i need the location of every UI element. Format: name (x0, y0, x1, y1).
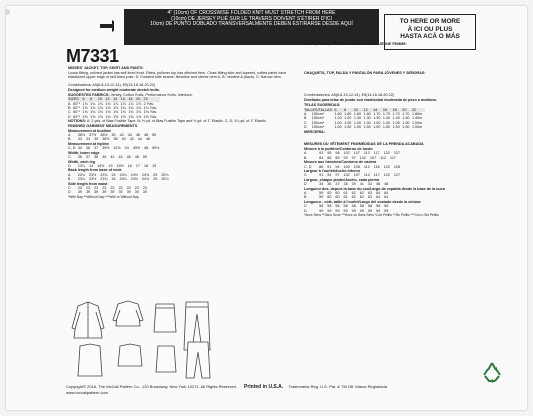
spanish-designed: Diseñado para telas de punto con elasticidad moderada de peso a mediano. (304, 98, 437, 103)
spanish-nap-note: *Avec Sens **Sans Sens ***Avec ou Sans Sens *Con Pelillo **Sin Pelillo ***Con o Sin Pelillo (304, 213, 439, 218)
table-cell: 1.20 (344, 116, 352, 121)
size-header: 10 (97, 97, 102, 102)
skirt-sketch (154, 304, 176, 332)
table-cell: 1⅝ (90, 114, 96, 119)
english-column (68, 66, 298, 199)
skirt-back-sketch (156, 346, 176, 372)
table-cell: 1⅝ (105, 106, 111, 111)
measurement-label: Longueur dos, depuis la base du cou/Largo de espalda desde la base de la nuca (304, 186, 445, 191)
table-cell: 1.40 (392, 116, 400, 121)
english-combinations: Combinations: A5(6-8-10-12-14), E5(14-16-18-20-22) (68, 83, 156, 88)
stretch-line: 10cm) DE PUNTO DOBLADO TRANSVERSALMENTE DEBEN ESTIRARSE DESDE AQUÍ (150, 21, 353, 28)
table-cell: 60"* (73, 110, 81, 115)
table-cell: 1.00 (344, 120, 352, 125)
table-cell: 1⅝ (82, 106, 88, 111)
table-cell: 1.50 (334, 125, 342, 130)
table-cell: 1.70 (373, 111, 381, 116)
measurement-values: 13¼ 14 14½ 15 15½ 16 17 18 19 (77, 163, 157, 168)
trademark: Trademarks Reg. U.S. Pat. & TM Off. Marca Registrada (288, 384, 387, 389)
measurement-label: D (68, 163, 71, 168)
measurement-label: A (68, 133, 71, 138)
measurement-label: A (304, 191, 307, 196)
measurement-values: 23¼ 23½ 23¾ 24 24¼ 24½ 24¾ 25 25¼ (77, 177, 169, 182)
table-cell: 1¾ (90, 101, 96, 106)
table-cell: 1.70 (402, 111, 410, 116)
table-cell: B (68, 106, 71, 111)
table-cell: 1⅝ (136, 114, 142, 119)
table-cell: 1⅝ (97, 106, 103, 111)
table-cell: 1.00 (382, 120, 391, 125)
table-cell: 150cm* (311, 125, 325, 130)
measurement-values: 39 39 39 39 39 39 39 39 39 (77, 190, 147, 195)
table-cell: 1.60 (334, 111, 342, 116)
table-cell: 1⅛ (120, 110, 126, 115)
table-cell: 1⅛ (97, 110, 103, 115)
measurement-label: A (68, 172, 71, 177)
measurement-label: C (304, 173, 307, 178)
table-cell: 1.40m (411, 116, 423, 121)
table-cell: 1⅝ (128, 114, 134, 119)
table-cell: 1¾ (105, 101, 111, 106)
table-cell: 1.50 (373, 125, 381, 130)
measurement-values: 34 36 37 38 39 41 43 46 48 (319, 182, 389, 187)
measurement-label: B (68, 177, 71, 182)
footer (66, 384, 387, 395)
to-here-line: HASTA ACÁ O MÁS (400, 33, 460, 41)
fabrics-text: Jersey, Cotton Knits, Performance Knits, Interlock. (110, 92, 193, 97)
size-header: 12 (105, 97, 110, 102)
size-header: 16 (382, 107, 387, 112)
size-header: 8 (90, 97, 93, 102)
table-cell: 1⅝ (120, 114, 126, 119)
table-cell: 1¾ (82, 101, 88, 106)
measurement-row (68, 177, 171, 181)
measurement-label: A (304, 151, 307, 156)
measurement-label: Mesure à la poitrine/Contorno de busto (304, 146, 373, 151)
table-cell: 1⅛ (90, 110, 96, 115)
to-here-line: TO HERE OR MORE (399, 18, 461, 25)
table-cell: C (68, 110, 71, 115)
measurement-label: C (68, 155, 71, 160)
talles-label: TALLES/TALLAS (304, 107, 332, 112)
table-cell: 1⅞ (113, 101, 119, 106)
table-cell: 1.00m (411, 120, 423, 125)
table-cell: 1⅛ (128, 110, 134, 115)
website: www.mccallpattern.com (66, 390, 109, 395)
measurement-label: Side length from waist (68, 181, 108, 186)
table-cell: 2 Yds. (143, 101, 155, 106)
table-cell: C (304, 120, 307, 125)
table-cell: 1.60 (344, 111, 352, 116)
measurement-label: Measurement at bustline (68, 128, 112, 133)
table-cell: 1.20 (334, 116, 342, 121)
table-cell: 1.00 (373, 120, 381, 125)
table-cell: 1⅞ (128, 101, 134, 106)
size-header: 10 (353, 107, 358, 112)
table-cell: 1.50 (363, 125, 371, 130)
size-header: 22 (411, 107, 417, 112)
table-cell: 1.50 (344, 125, 352, 130)
corner-punch (6, 9, 10, 15)
finished-measurements-heading: FINISHED GARMENT MEASUREMENTS (68, 123, 138, 128)
table-cell: 60"* (73, 114, 81, 119)
measurement-values: 36 37 38 40 42 44 46 48 50 (77, 155, 147, 160)
measurement-label: C, D (304, 164, 312, 169)
size-header: 20 (402, 107, 407, 112)
table-cell: 1.50 (382, 125, 391, 130)
copyright: Copyright© 2016, The McCall Pattern Co., 120 Broadway, New York 10271. All Rights Reserved. (66, 384, 237, 389)
measurement-label: B (304, 195, 307, 200)
arrow-icon (100, 9, 114, 43)
table-cell: 1.50 (353, 125, 362, 130)
size-header: 16 (120, 97, 125, 102)
measurement-values: 93 95 98 102 107 112 117 122 127 (319, 151, 401, 156)
table-cell: 60"* (73, 106, 81, 111)
measurement-label: D (68, 190, 71, 195)
table-cell: 1.00 (392, 120, 400, 125)
top-back-sketch (118, 344, 142, 366)
measurement-values: 99 99 99 99 99 99 99 99 99 (319, 208, 389, 213)
measurement-values: 91 94 97 102 107 112 117 122 127 (319, 173, 401, 178)
table-cell: A (304, 111, 307, 116)
fabrics-label: SUGGESTED FABRICS: (68, 92, 110, 97)
table-cell: 1.00 (334, 120, 342, 125)
table-cell: 1⅛ (105, 110, 111, 115)
recycle-icon (480, 360, 504, 384)
table-cell: 1⅝ (82, 114, 88, 119)
measurement-values: 84 86 89 93 97 102 107 112 117 (319, 155, 396, 160)
table-cell: 1⅛ (113, 110, 119, 115)
table-cell: B (304, 116, 307, 121)
spanish-fabrics-label: TELAS SUGERIDAS: (304, 102, 341, 107)
table-cell: D (68, 114, 71, 119)
table-cell: 1⅝ (105, 114, 111, 119)
stretch-line: (10cm) DE JERSEY PLIÉ SUR LE TRAVERS DOIVENT S'ÉTIRER D'ICI (171, 15, 332, 22)
table-cell: 150cm* (311, 116, 325, 121)
measurement-label: Largeur, chaque jambe/Ancho, cada pierna (304, 177, 380, 182)
measurement-values: 59 60 60 61 62 62 63 64 64 (319, 195, 389, 200)
measurement-label: Mesure aux hanches/Contorno de cadera (304, 160, 377, 165)
measurement-label: C, D (68, 146, 76, 151)
table-cell: 1.00 (353, 120, 362, 125)
finished-measurements-table (68, 129, 171, 195)
table-cell: 1.40 (402, 116, 410, 121)
measurement-label: Width, lower edge (68, 150, 100, 155)
measurement-values: 23¼ 23½ 23¾ 24 24¼ 24½ 24¾ 25 25¼ (77, 172, 169, 177)
table-row (304, 125, 425, 129)
table-cell: 150cm* (311, 111, 325, 116)
table-cell: A (68, 101, 71, 106)
table-cell: 1⅛ Yds. (143, 110, 158, 115)
table-cell: 1.60 (363, 111, 371, 116)
measurement-label: B (304, 155, 307, 160)
table-cell: 1.50 (402, 125, 410, 130)
table-cell: 1⅛ (82, 110, 88, 115)
french-title: VESTE, HAUT, JUPE ET PANTALON POUR JEUNE FEMME: (304, 42, 407, 46)
table-cell: 1.30 (353, 116, 362, 121)
french-spanish-column (304, 42, 520, 218)
pants-back-sketch (186, 342, 210, 378)
metric-measures-heading: MESURES DU VÊTEMENT FINI/MEDIDAS DE LA PRENDA ACABADA (304, 142, 424, 147)
table-cell: 1¾ (128, 106, 134, 111)
size-header: 20 (136, 97, 141, 102)
yardage-table (68, 97, 160, 119)
stretch-gauge-banner (124, 9, 379, 45)
table-cell: 1.50m (411, 125, 423, 130)
measurement-label: D (304, 208, 307, 213)
notions-label: NOTIONS: (68, 119, 87, 124)
garment-line-drawings (70, 298, 240, 380)
pattern-envelope-back (6, 6, 527, 410)
table-cell: 1¾ (120, 106, 126, 111)
size-header: 6 (334, 107, 337, 112)
size-header: 18 (128, 97, 133, 102)
table-cell: 1.30 (363, 116, 371, 121)
table-cell: 1⅝ (97, 114, 103, 119)
table-cell: 1.00 (402, 120, 410, 125)
table-cell: 1⅝ (90, 106, 96, 111)
table-cell: 1.50 (392, 125, 400, 130)
table-cell: 1⅝ (113, 114, 119, 119)
spanish-title: CHAQUETA, TOP, FALDA Y PANTALÓN PARA JÓVENES Y SEÑORAS: (304, 70, 426, 75)
spanish-combinations: Combinaciones: A5(6-8-10-12-14), E5(14-16-18-20-22) (304, 93, 394, 98)
jacket-sketch (72, 302, 104, 338)
sizes-label: SIZES (68, 97, 79, 102)
table-cell: 1⅞ (120, 101, 126, 106)
table-cell: 1¾ (97, 101, 103, 106)
table-cell: 1.60 (353, 111, 362, 116)
measurement-values: 86 91 94 100 105 112 116 122 128 (319, 164, 401, 169)
jacket-back-sketch (78, 344, 102, 376)
table-cell: 1.70 (392, 111, 400, 116)
measurement-label: Back length from base of neck (68, 168, 122, 173)
table-cell: 1.80m (411, 111, 423, 116)
table-cell: 1¾ (136, 106, 142, 111)
measurement-label: C (304, 204, 307, 209)
english-description: Loose-fitting, unlined jacket has self-lined front. Fitted, pullover top has stitched hem. Close-fitting skirt and tapered, cuffed pants have elasticized upper edge of self-lined yoke. D: Forward side seams. Neckline and sleeve hem A, B, hemline A (back). C: Narrow hem. (68, 70, 287, 80)
table-cell: 1⅝ Yds. (143, 114, 158, 119)
notions-text: A: 2 yds. of Bias Fusible Tape. B: ½ yd. of Bias Fusible Tape and ¾ yd. of 1" Elastic. C, D: 1¼ yd. of 1" Elastic. (86, 119, 267, 124)
measurement-values: 36½ 37½ 38½ 40 42 44 46 48 50 (77, 133, 157, 138)
table-cell: 1⅛ (136, 110, 142, 115)
measurement-label: Width, each leg (68, 159, 96, 164)
table-cell: 60"* (73, 101, 81, 106)
table-cell: 1.40 (382, 116, 391, 121)
metric-measures-table (304, 147, 447, 213)
yardage-rows (68, 102, 160, 120)
top-sketch (113, 301, 143, 326)
table-cell: 1.30 (373, 116, 381, 121)
pattern-number: M7331 (66, 46, 119, 66)
size-header: 8 (344, 107, 347, 112)
measurement-label: Longueur - côté, taille à l'ourlet/Largo del costado desde la cintura (304, 199, 421, 204)
measurement-label: B (68, 137, 71, 142)
metric-yardage-table (304, 108, 425, 130)
table-cell: 1.00 (363, 120, 371, 125)
measurement-values: 59 60 60 61 62 62 63 64 64 (319, 191, 389, 196)
english-designed-for: Designed for medium weight moderate stretch knits. (68, 87, 161, 92)
measurement-label: C (68, 185, 71, 190)
english-title: MISSES' JACKET, TOP, SKIRT AND PANTS: (68, 66, 144, 70)
to-here-line: À ICI OU PLUS (407, 25, 453, 33)
measurement-label: D (304, 182, 307, 187)
measurement-values: 34 36 37 39½ 41½ 44 45½ 48 50½ (77, 146, 160, 151)
stretch-line: 4" (10cm) OF CROSSWISE FOLDED KNIT MUST STRETCH FROM HERE (167, 10, 336, 16)
table-cell: D (304, 125, 307, 130)
measurement-values: 33 34 35 36½ 38 40 42 44 46 (77, 137, 151, 142)
table-cell: 1¾ Yds. (143, 106, 158, 111)
table-cell: 1.70 (382, 111, 391, 116)
merceria-label: MERCERÍA: (304, 129, 325, 134)
table-cell: 150cm* (311, 120, 325, 125)
measurement-values: 58 58 58 58 58 58 58 58 58 (319, 204, 389, 209)
measurement-label: Largeur à l'ourlet/Ancho inferior (304, 168, 361, 173)
size-header: 12 (363, 107, 368, 112)
size-header: 22 (143, 97, 148, 102)
measurement-values: 23 23 23 23 23 23 23 23 23 (77, 185, 147, 190)
size-header: 14 (113, 97, 118, 102)
table-cell: 1⅞ (136, 101, 142, 106)
printed-in: Printed in U.S.A. (244, 384, 284, 390)
size-header: 6 (82, 97, 85, 102)
measurement-label: Measurement at hipline (68, 141, 109, 146)
table-cell: 1⅝ (113, 106, 119, 111)
size-header: 18 (392, 107, 397, 112)
nap-note: *With Nap **Without Nap ***With or Without Nap (68, 194, 139, 199)
size-header: 14 (373, 107, 378, 112)
